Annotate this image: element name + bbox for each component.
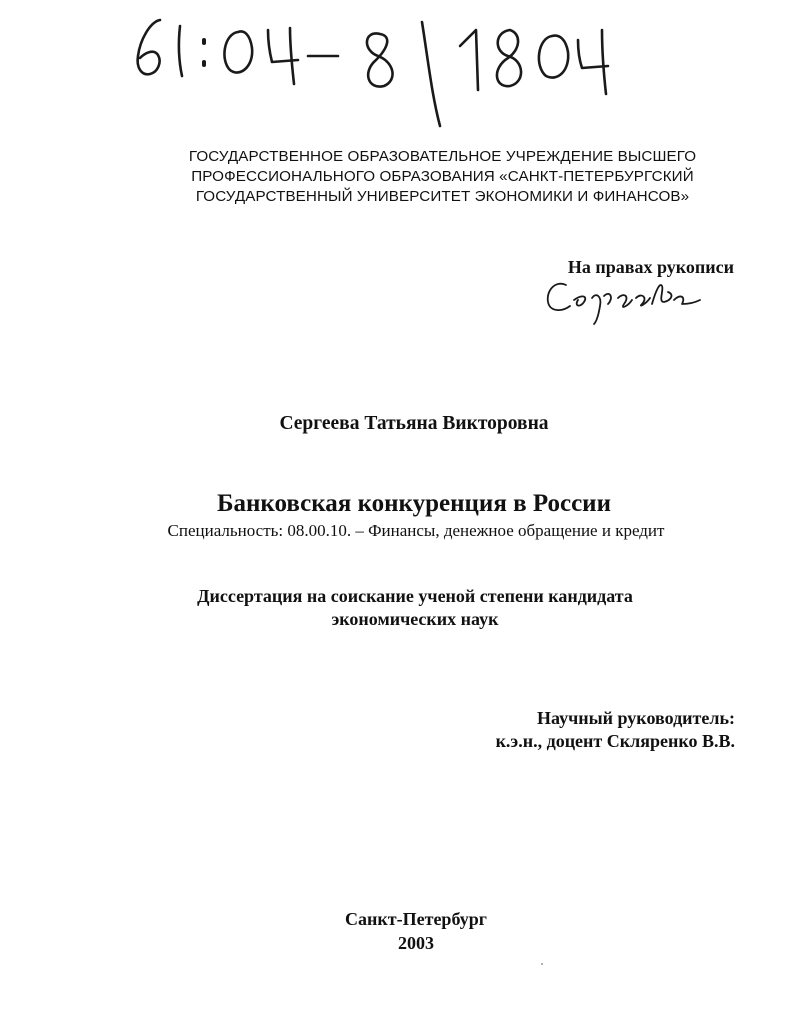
supervisor-label: Научный руководитель: xyxy=(537,708,735,728)
degree-line-1: Диссертация на соискание ученой степени кандидата xyxy=(197,586,633,606)
institution-header xyxy=(150,147,735,207)
institution-line-3: ГОСУДАРСТВЕННЫЙ УНИВЕРСИТЕТ ЭКОНОМИКИ И ФИНАНСОВ» xyxy=(195,188,690,205)
place-and-year xyxy=(0,907,792,955)
supervisor-name: к.э.н., доцент Скляренко В.В. xyxy=(495,731,735,751)
degree-line-2: экономических наук xyxy=(331,609,499,629)
author-name: Сергеева Татьяна Викторовна xyxy=(279,413,549,434)
institution-line-1: ГОСУДАРСТВЕННОЕ ОБРАЗОВАТЕЛЬНОЕ УЧРЕЖДЕНИЕ ВЫСШЕГО xyxy=(188,148,697,165)
supervisor-block xyxy=(496,707,735,753)
archive-code-handwriting xyxy=(138,20,608,126)
institution-line-2: ПРОФЕССИОНАЛЬНОГО ОБРАЗОВАНИЯ «САНКТ-ПЕТЕРБУРГСКИЙ xyxy=(191,168,694,185)
year: 2003 xyxy=(398,933,434,953)
degree-statement xyxy=(0,585,792,631)
thesis-title: Банковская конкуренция в России xyxy=(216,490,611,517)
scan-speck xyxy=(541,963,543,965)
manuscript-rights-label: На правах рукописи xyxy=(567,257,734,277)
signature xyxy=(548,284,700,324)
specialty-line: Специальность: 08.00.10. – Финансы, денежное обращение и кредит xyxy=(167,521,665,540)
city: Санкт-Петербург xyxy=(345,909,487,929)
